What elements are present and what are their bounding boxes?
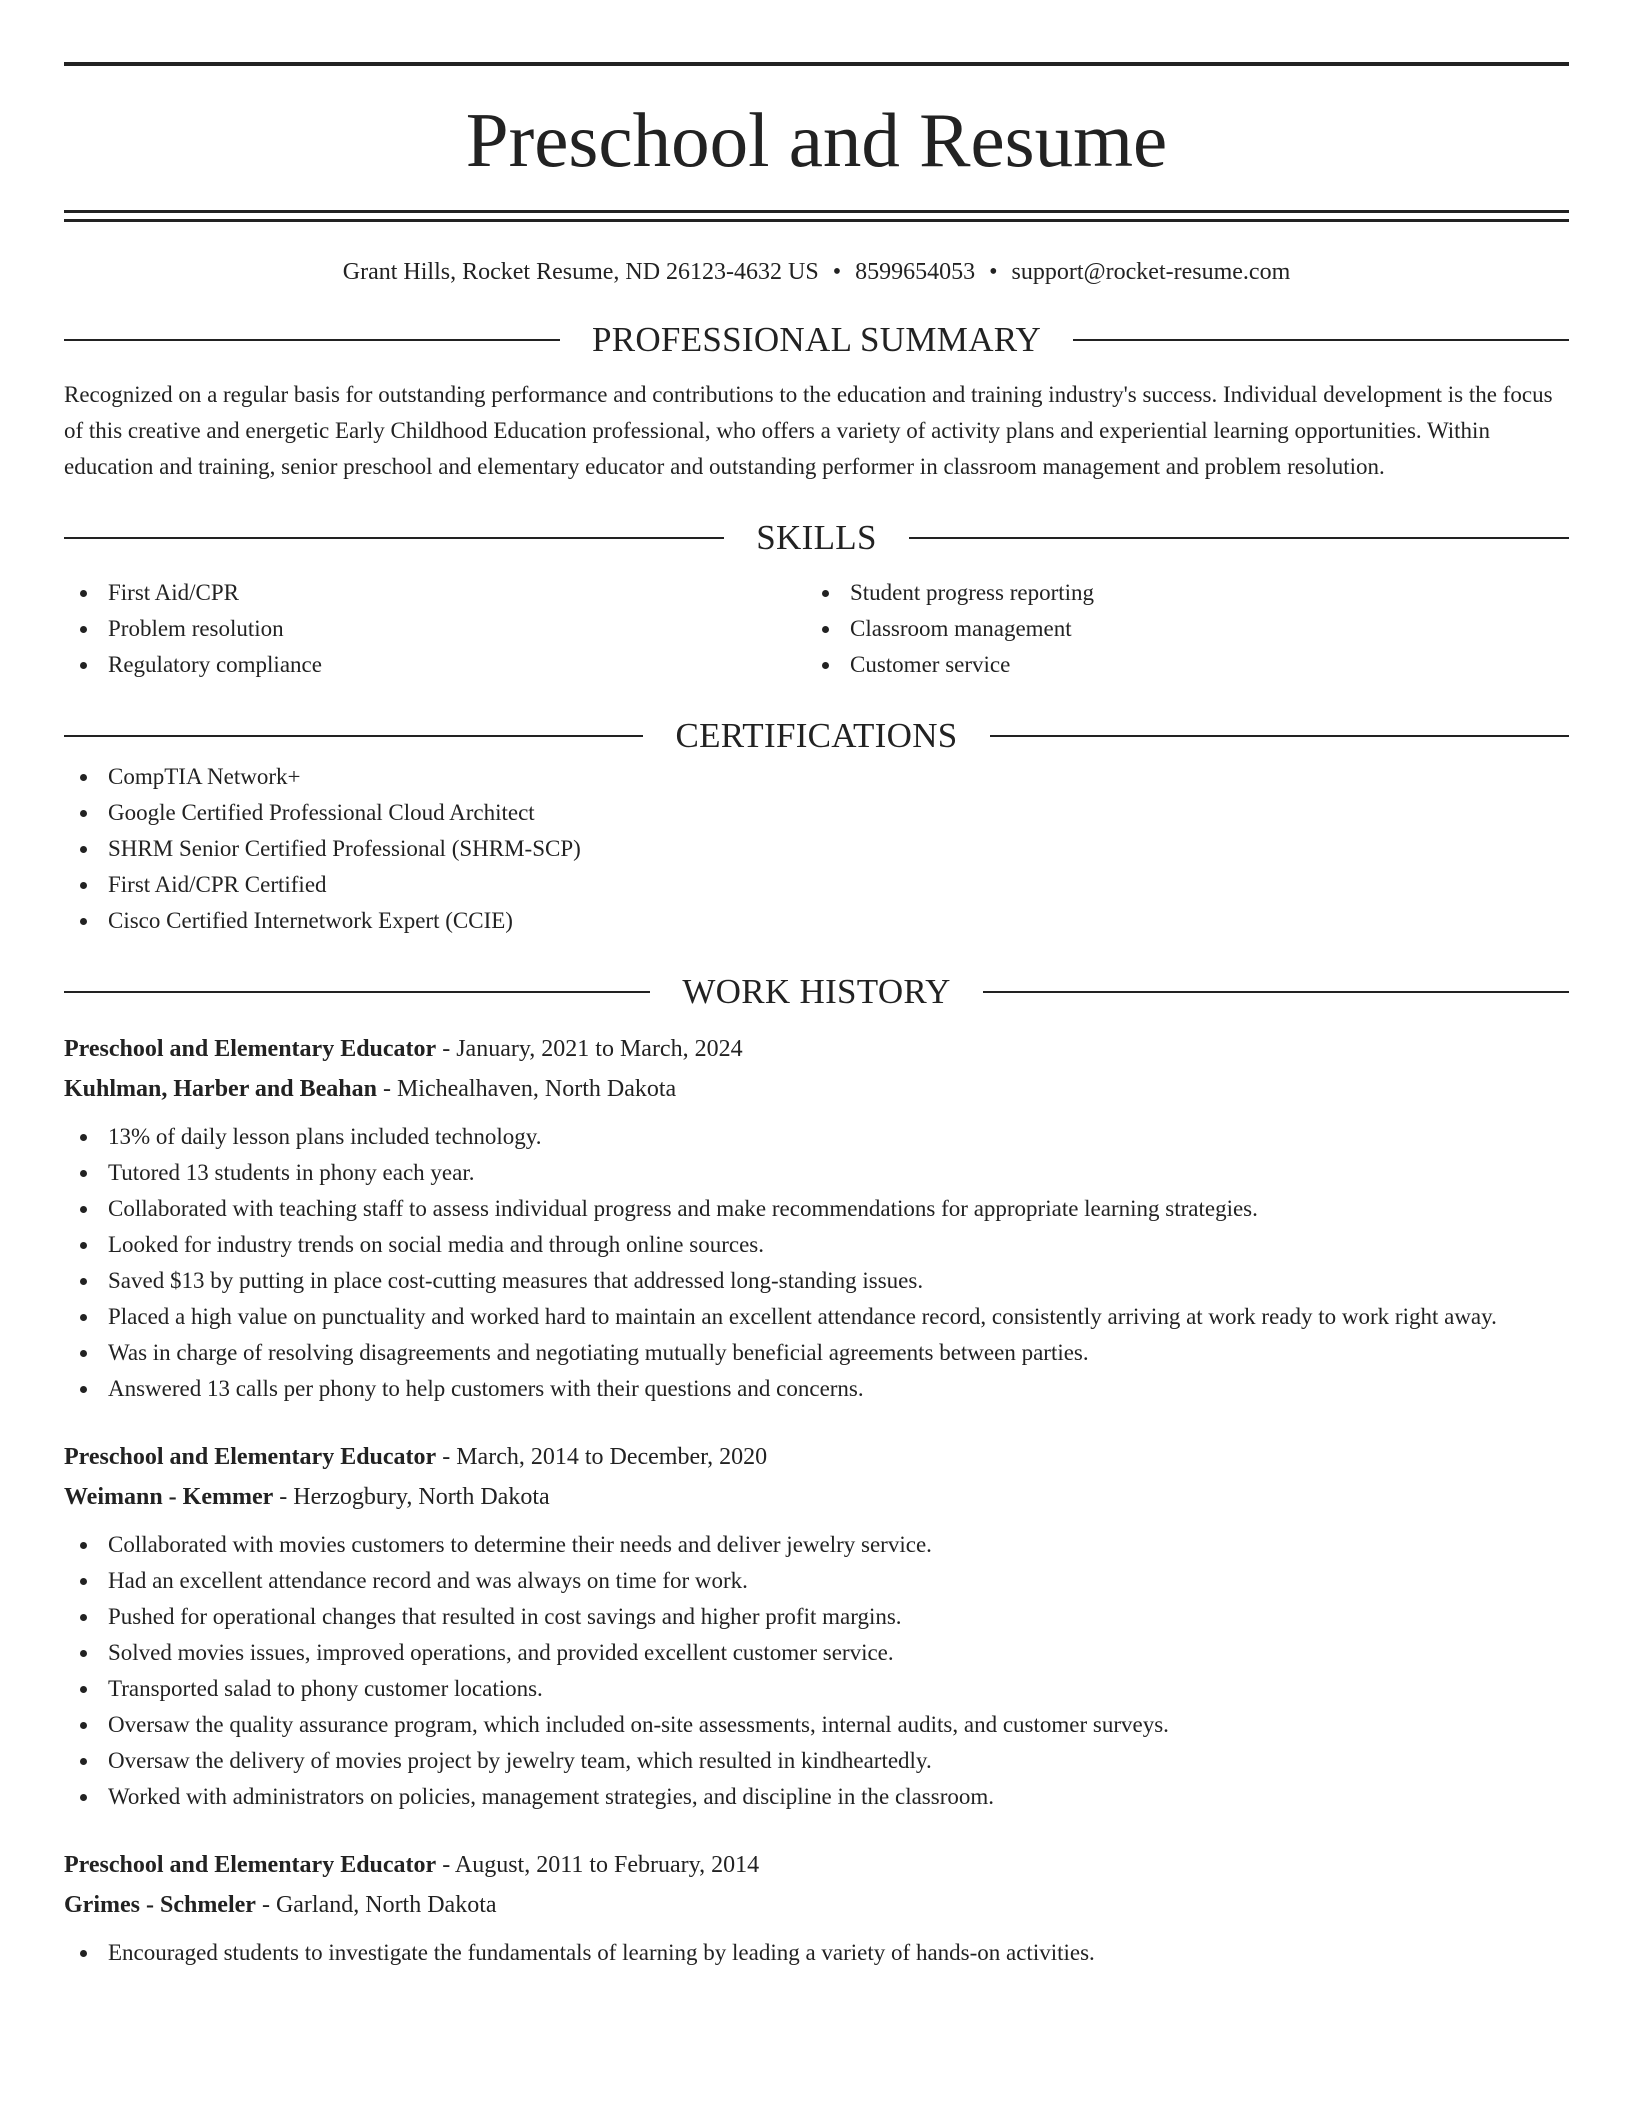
skills-heading-label: SKILLS: [756, 518, 877, 557]
skills-list: [64, 575, 1569, 683]
skills-column-left: [64, 575, 806, 683]
contact-separator: •: [832, 259, 842, 285]
skills-heading: [64, 515, 1569, 561]
resume-title: Preschool and Resume: [465, 97, 1168, 183]
certification-item: Google Certified Professional Cloud Architect: [64, 795, 1569, 831]
skills-column-right: [806, 575, 1548, 683]
contact-email[interactable]: support@rocket-resume.com: [1011, 259, 1291, 285]
certifications-list: [64, 759, 1569, 939]
job-company-line: [64, 1885, 1569, 1925]
job-duty: Looked for industry trends on social media and through online sources.: [64, 1227, 1569, 1263]
skill-item: Problem resolution: [64, 611, 806, 647]
summary-heading: [64, 317, 1569, 363]
job-company-line: [64, 1477, 1569, 1517]
job-duty: Encouraged students to investigate the fundamentals of learning by leading a variety of hands-on activities.: [64, 1935, 1569, 1971]
job-title-line: [64, 1437, 1569, 1477]
job-company: Kuhlman, Harber and Beahan: [64, 1076, 377, 1102]
job-dash: -: [436, 1444, 457, 1470]
summary-text: Recognized on a regular basis for outstanding performance and contributions to the education and training industry's success. Individual development is the focus of this creative and energetic Early Childhood Education professional, who offers a variety of activity plans and experiential learning opportunities. Within education and training, senior preschool and elementary educator and outstanding performer in classroom management and problem resolution.: [64, 382, 1553, 479]
job-duties: [64, 1935, 1569, 1971]
certifications-heading-label: CERTIFICATIONS: [675, 716, 958, 755]
heading-rule-right: [983, 991, 1569, 993]
job-duties: [64, 1119, 1569, 1407]
job-duty: Had an excellent attendance record and was always on time for work.: [64, 1563, 1569, 1599]
job-entry: [64, 1845, 1569, 1971]
resume-page: [64, 62, 1569, 1971]
contact-separator: •: [989, 259, 998, 285]
skill-item: First Aid/CPR: [64, 575, 806, 611]
job-location: Herzogbury, North Dakota: [293, 1484, 550, 1510]
certification-item: CompTIA Network+: [64, 759, 1569, 795]
job-duty: Collaborated with teaching staff to assess individual progress and make recommendations for appropriate learning strategies.: [64, 1191, 1569, 1227]
skill-item: Regulatory compliance: [64, 647, 806, 683]
heading-rule-left: [64, 991, 650, 993]
skill-item: Student progress reporting: [806, 575, 1548, 611]
job-location: Garland, North Dakota: [275, 1892, 497, 1918]
job-duty: Answered 13 calls per phony to help customers with their questions and concerns.: [64, 1371, 1569, 1407]
job-duty: Oversaw the quality assurance program, which included on-site assessments, internal audits, and customer surveys.: [64, 1707, 1569, 1743]
contact-line: [64, 257, 1569, 287]
job-location: Michealhaven, North Dakota: [396, 1076, 677, 1102]
certification-item: SHRM Senior Certified Professional (SHRM-SCP): [64, 831, 1569, 867]
skill-item: Customer service: [806, 647, 1548, 683]
certification-item: First Aid/CPR Certified: [64, 867, 1569, 903]
job-duty: Collaborated with movies customers to determine their needs and deliver jewelry service.: [64, 1527, 1569, 1563]
job-duty: Saved $13 by putting in place cost-cutting measures that addressed long-standing issues.: [64, 1263, 1569, 1299]
job-duty: Tutored 13 students in phony each year.: [64, 1155, 1569, 1191]
job-duty: Worked with administrators on policies, management strategies, and discipline in the classroom.: [64, 1779, 1569, 1815]
job-dash: -: [273, 1484, 294, 1510]
job-duty: Solved movies issues, improved operations, and provided excellent customer service.: [64, 1635, 1569, 1671]
job-duty: Oversaw the delivery of movies project by jewelry team, which resulted in kindheartedly.: [64, 1743, 1569, 1779]
job-duty: Was in charge of resolving disagreements and negotiating mutually beneficial agreements between parties.: [64, 1335, 1569, 1371]
job-entry: [64, 1029, 1569, 1407]
job-company: Grimes - Schmeler: [64, 1892, 256, 1918]
job-title-line: [64, 1029, 1569, 1069]
job-dash: -: [376, 1076, 397, 1102]
job-duty: 13% of daily lesson plans included technology.: [64, 1119, 1569, 1155]
work-history-heading-label: WORK HISTORY: [682, 972, 951, 1011]
heading-rule-left: [64, 735, 643, 737]
heading-rule-right: [1073, 339, 1569, 341]
job-entry: [64, 1437, 1569, 1815]
job-dates: January, 2021 to March, 2024: [456, 1036, 743, 1062]
contact-address: Grant Hills, Rocket Resume, ND 26123-4632 US: [342, 259, 819, 285]
job-dates: March, 2014 to December, 2020: [456, 1444, 768, 1470]
certification-item: Cisco Certified Internetwork Expert (CCIE): [64, 903, 1569, 939]
job-title: Preschool and Elementary Educator: [64, 1444, 437, 1470]
job-title-line: [64, 1845, 1569, 1885]
contact-phone: 8599654053: [855, 259, 976, 285]
certifications-heading: [64, 713, 1569, 759]
top-rule: [64, 62, 1569, 66]
title-double-rule: [64, 210, 1569, 222]
job-title: Preschool and Elementary Educator: [64, 1852, 437, 1878]
job-duties: [64, 1527, 1569, 1815]
job-company-line: [64, 1069, 1569, 1109]
summary-heading-label: PROFESSIONAL SUMMARY: [591, 320, 1042, 359]
job-company: Weimann - Kemmer: [64, 1484, 274, 1510]
job-dash: -: [436, 1036, 457, 1062]
heading-rule-right: [990, 735, 1569, 737]
job-duty: Pushed for operational changes that resulted in cost savings and higher profit margins.: [64, 1599, 1569, 1635]
heading-rule-right: [909, 537, 1569, 539]
work-history-heading: [64, 969, 1569, 1015]
job-dash: -: [255, 1892, 276, 1918]
heading-rule-left: [64, 537, 724, 539]
job-duty: Placed a high value on punctuality and worked hard to maintain an excellent attendance record, consistently arriving at work ready to work right away.: [64, 1299, 1569, 1335]
skill-item: Classroom management: [806, 611, 1548, 647]
job-title: Preschool and Elementary Educator: [64, 1036, 437, 1062]
job-duty: Transported salad to phony customer locations.: [64, 1671, 1569, 1707]
job-dates: August, 2011 to February, 2014: [454, 1852, 760, 1878]
job-dash: -: [436, 1852, 455, 1878]
heading-rule-left: [64, 339, 560, 341]
